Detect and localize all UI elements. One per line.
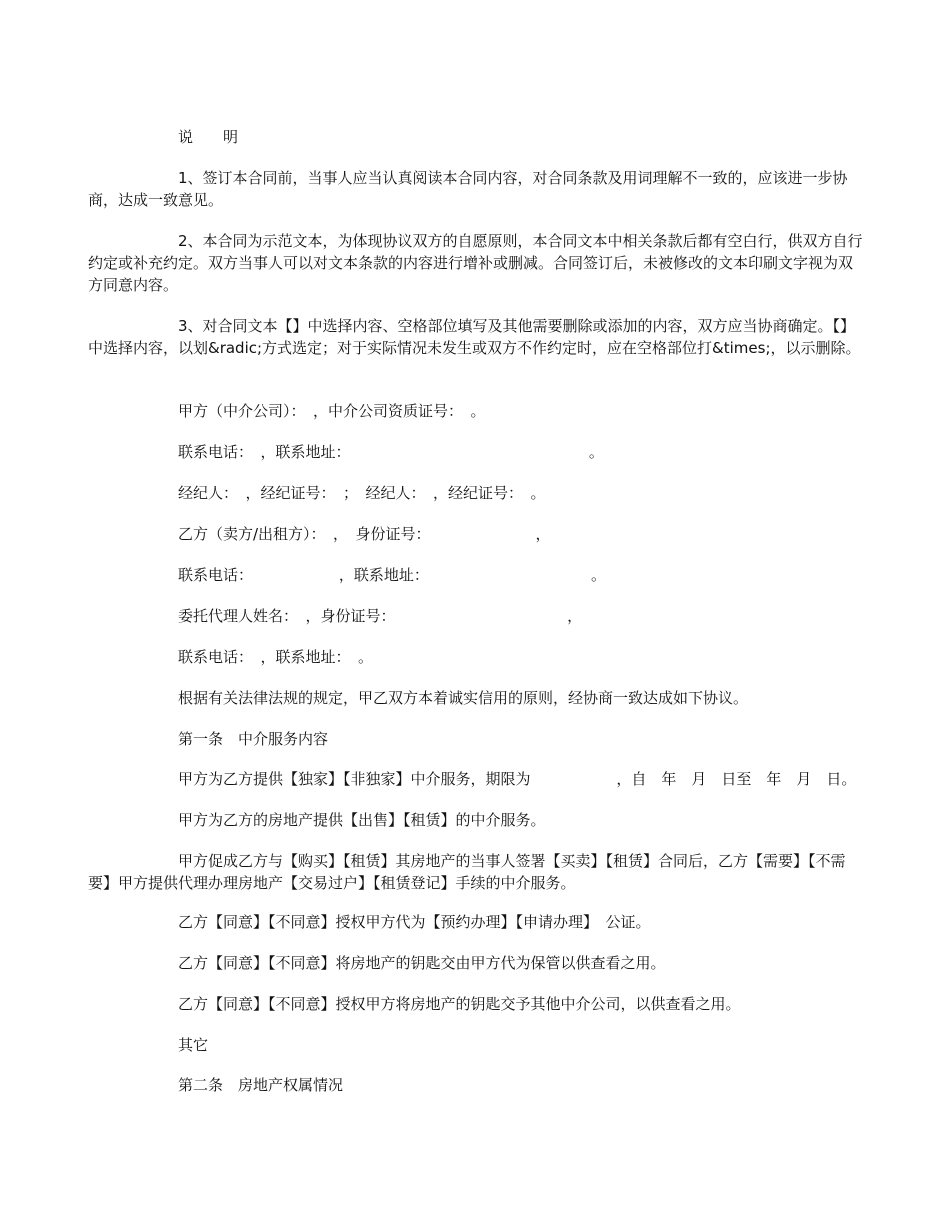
note-1-text: 1、签订本合同前，当事人应当认真阅读本合同内容，对合同条款及用词理解不一致的，应该进一步协商，达成一致意见。 [88, 169, 848, 209]
party-b-line-2: 联系电话： ，联系地址： 。 [178, 566, 606, 584]
article-1-item-5: 乙方【同意】【不同意】将房地产的钥匙交由甲方代为保管以供查看之用。 [178, 954, 666, 972]
article-1-item-3-text: 甲方促成乙方与【购买】【租赁】其房地产的当事人签署【买卖】【租赁】合同后，乙方【需要】【不需要】甲方提供代理办理房地产【交易过户】【租赁登记】手续的中介服务。 [88, 852, 846, 892]
note-2 [88, 230, 866, 296]
party-b-line-3: 委托代理人姓名： ，身份证号： ， [178, 607, 583, 625]
article-1-item-7: 其它 [178, 1036, 209, 1054]
party-a-line-2: 联系电话： ，联系地址： 。 [178, 443, 604, 461]
article-1-item-1: 甲方为乙方提供【独家】【非独家】中介服务，期限为 ，自 年 月 日至 年 月 日。 [178, 770, 857, 788]
article-1-item-4: 乙方【同意】【不同意】授权甲方代为【预约办理】【申请办理】 公证。 [178, 913, 651, 931]
article-2-heading: 第二条 房地产权属情况 [178, 1076, 344, 1094]
article-1-item-2: 甲方为乙方的房地产提供【出售】【租赁】的中介服务。 [178, 811, 546, 829]
preamble: 根据有关法律法规的规定，甲乙双方本着诚实信用的原则，经协商一致达成如下协议。 [178, 689, 749, 707]
notes-title: 说 明 [178, 128, 239, 146]
party-a-line-1: 甲方（中介公司）： ，中介公司资质证号： 。 [178, 402, 486, 420]
party-b-line-4: 联系电话： ，联系地址： 。 [178, 648, 374, 666]
note-1 [88, 167, 866, 211]
article-1-heading: 第一条 中介服务内容 [178, 730, 329, 748]
article-1-item-6: 乙方【同意】【不同意】授权甲方将房地产的钥匙交予其他中介公司，以供查看之用。 [178, 995, 741, 1013]
note-3-text: 3、对合同文本【】中选择内容、空格部位填写及其他需要删除或添加的内容，双方应当协商确定。【】中选择内容，以划&radic;方式选定；对于实际情况未发生或双方不作约定时，应在空格部位打&times;，以示删除。 [88, 317, 861, 357]
note-3 [88, 315, 866, 359]
note-2-text: 2、本合同为示范文本，为体现协议双方的自愿原则，本合同文本中相关条款后都有空白行，供双方自行约定或补充约定。双方当事人可以对文本条款的内容进行增补或删减。合同签订后，未被修改的文本印刷文字视为双方同意内容。 [88, 232, 863, 294]
party-b-line-1: 乙方（卖方/出租方）： ， 身份证号： ， [178, 525, 551, 543]
article-1-item-3 [88, 850, 866, 894]
party-a-line-3: 经纪人： ，经纪证号： ； 经纪人： ，经纪证号： 。 [178, 484, 546, 502]
